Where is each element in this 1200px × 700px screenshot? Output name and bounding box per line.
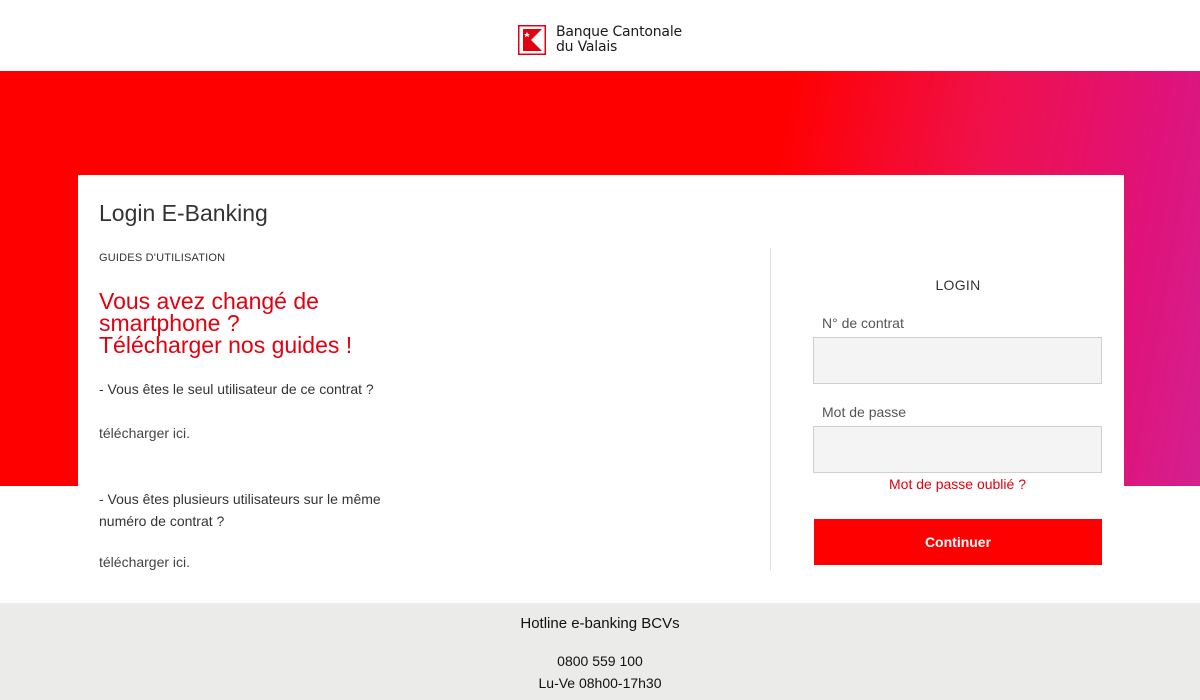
site-header <box>0 0 1200 71</box>
guides-label: GUIDES D'UTILISATION <box>99 252 226 264</box>
column-divider <box>770 248 771 571</box>
page-title: Login E-Banking <box>99 200 268 226</box>
bank-logo[interactable] <box>518 25 682 55</box>
bcvs-logo-icon <box>518 25 546 55</box>
hotline-footer <box>0 603 1200 700</box>
brand-name <box>556 25 682 55</box>
download-guide-multi-link[interactable]: télécharger ici. <box>99 554 191 570</box>
password-input[interactable] <box>813 426 1102 473</box>
question-multi-line1: - Vous êtes plusieurs utilisateurs sur le même <box>99 491 381 507</box>
promo-line3: Télécharger nos guides ! <box>99 332 353 358</box>
brand-line1: Banque Cantonale <box>556 24 682 40</box>
password-label: Mot de passe <box>822 404 907 420</box>
forgot-password-link[interactable]: Mot de passe oublié ? <box>889 476 1026 492</box>
login-heading: LOGIN <box>935 277 981 293</box>
brand-line2: du Valais <box>556 39 618 55</box>
download-guide-single-link[interactable]: télécharger ici. <box>99 425 191 441</box>
question-single-user: - Vous êtes le seul utilisateur de ce contrat ? <box>99 381 374 397</box>
hotline-hours: Lu-Ve 08h00-17h30 <box>538 675 662 691</box>
contract-number-input[interactable] <box>813 337 1102 384</box>
login-card <box>78 175 1124 595</box>
promo-line2: smartphone ? <box>99 310 240 336</box>
continue-button[interactable]: Continuer <box>814 519 1102 565</box>
hotline-title: Hotline e-banking BCVs <box>520 615 680 632</box>
promo-line1: Vous avez changé de <box>99 288 319 314</box>
promo-heading <box>99 290 429 356</box>
question-multi-user <box>99 488 439 532</box>
question-multi-line2: numéro de contrat ? <box>99 513 225 529</box>
contract-number-label: N° de contrat <box>822 315 904 331</box>
hotline-phone: 0800 559 100 <box>557 653 643 669</box>
